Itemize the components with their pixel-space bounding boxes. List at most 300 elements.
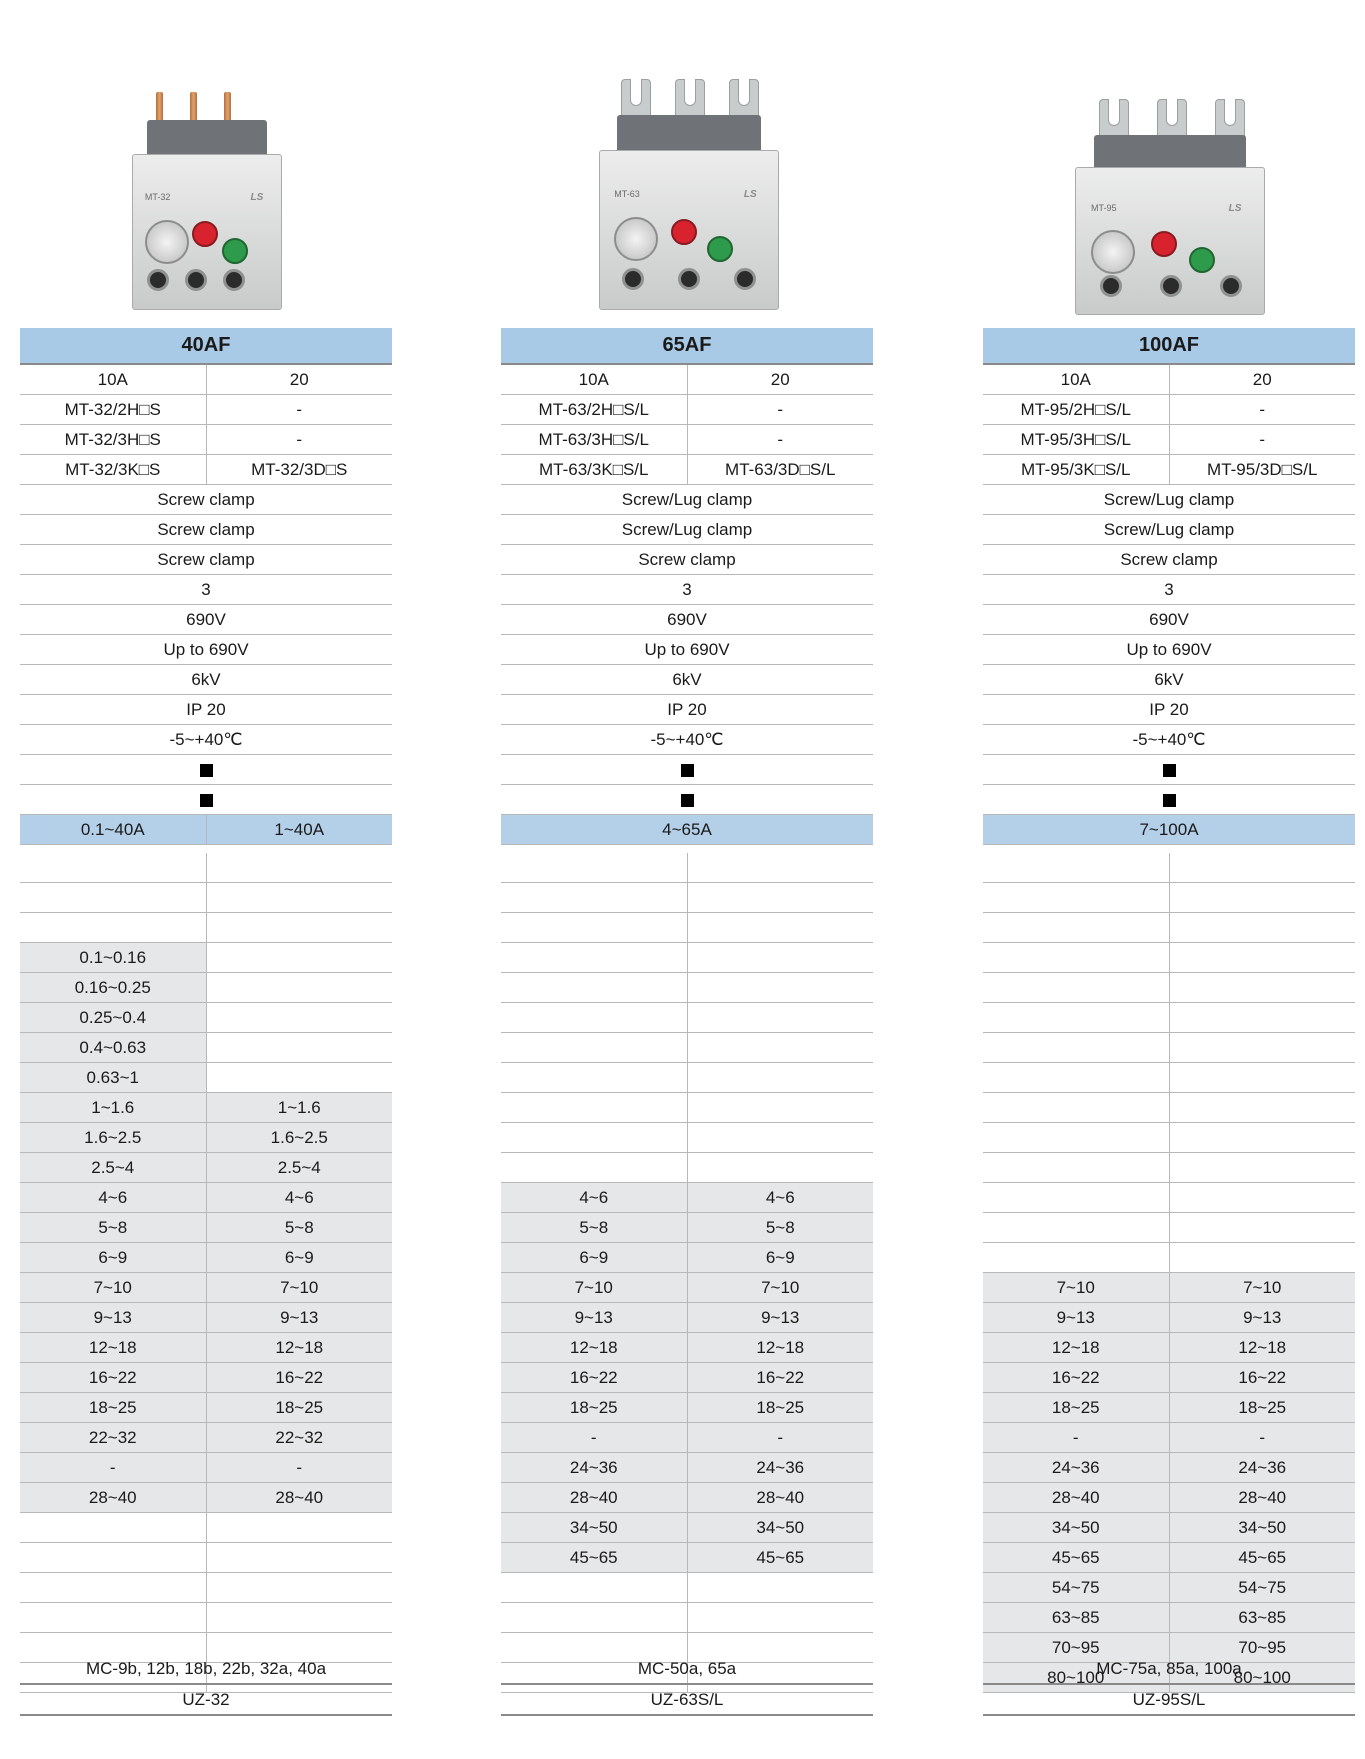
setting-row xyxy=(983,1063,1355,1093)
setting-cell: 22~32 xyxy=(20,1423,206,1453)
model-marking: MT-95 xyxy=(1091,203,1117,214)
setting-cell: 7~10 xyxy=(1169,1273,1355,1303)
setting-cell xyxy=(687,1153,873,1183)
contactor-combination: MC-9b, 12b, 18b, 22b, 32a, 40a xyxy=(20,1654,392,1684)
setting-row xyxy=(983,913,1355,943)
setting-cell xyxy=(20,1573,206,1603)
model-cell: MT-63/2H□S/L xyxy=(501,395,687,425)
spec-cell: -5~+40℃ xyxy=(501,725,873,755)
setting-cell: 7~10 xyxy=(983,1273,1169,1303)
setting-row xyxy=(20,1333,392,1363)
spec-cell: Up to 690V xyxy=(983,635,1355,665)
feature-mark-icon xyxy=(20,785,392,815)
setting-row xyxy=(501,1243,873,1273)
setting-row xyxy=(20,1543,392,1573)
setting-cell xyxy=(501,1063,687,1093)
setting-cell: 1.6~2.5 xyxy=(20,1123,206,1153)
setting-cell: 24~36 xyxy=(687,1453,873,1483)
setting-cell: 54~75 xyxy=(1169,1573,1355,1603)
setting-cell xyxy=(20,913,206,943)
setting-row xyxy=(20,1033,392,1063)
setting-cell: 7~10 xyxy=(206,1273,392,1303)
model-row xyxy=(501,395,873,425)
spec-table xyxy=(501,365,873,845)
setting-cell xyxy=(501,943,687,973)
setting-cell: 16~22 xyxy=(501,1363,687,1393)
model-cell: MT-95/3K□S/L xyxy=(983,455,1169,485)
setting-cell xyxy=(206,1573,392,1603)
setting-cell: 1.6~2.5 xyxy=(206,1123,392,1153)
product-column-65af xyxy=(501,0,873,1759)
setting-cell xyxy=(206,1543,392,1573)
setting-cell: 18~25 xyxy=(983,1393,1169,1423)
setting-cell: 24~36 xyxy=(983,1453,1169,1483)
model-cell: MT-63/3D□S/L xyxy=(687,455,873,485)
setting-cell: 0.4~0.63 xyxy=(20,1033,206,1063)
stop-button-icon xyxy=(1151,231,1177,257)
setting-cell xyxy=(206,1063,392,1093)
footer-table xyxy=(501,1654,873,1716)
setting-cell xyxy=(206,973,392,1003)
setting-row xyxy=(983,1183,1355,1213)
setting-cell: 16~22 xyxy=(206,1363,392,1393)
setting-row xyxy=(501,1003,873,1033)
setting-cell xyxy=(983,1213,1169,1243)
setting-cell xyxy=(1169,913,1355,943)
setting-cell xyxy=(983,883,1169,913)
current-dial-icon xyxy=(145,220,189,264)
spec-cell: 3 xyxy=(501,575,873,605)
spec-cell: IP 20 xyxy=(20,695,392,725)
setting-cell: 24~36 xyxy=(501,1453,687,1483)
setting-cell xyxy=(1169,1063,1355,1093)
setting-cell xyxy=(1169,1183,1355,1213)
setting-cell: 70~95 xyxy=(1169,1633,1355,1663)
stop-button-icon xyxy=(192,221,218,247)
setting-cell xyxy=(983,1033,1169,1063)
setting-row xyxy=(501,1573,873,1603)
footer-table xyxy=(983,1654,1355,1716)
setting-row xyxy=(20,973,392,1003)
setting-row xyxy=(983,1303,1355,1333)
product-column-40af xyxy=(20,0,392,1759)
model-cell: MT-32/3D□S xyxy=(206,455,392,485)
separate-mounting-unit: UZ-63S/L xyxy=(501,1684,873,1715)
setting-row xyxy=(20,1303,392,1333)
setting-cell xyxy=(983,943,1169,973)
model-cell: MT-32/2H□S xyxy=(20,395,206,425)
setting-cell: 28~40 xyxy=(206,1483,392,1513)
setting-cell: 9~13 xyxy=(687,1303,873,1333)
setting-row xyxy=(20,943,392,973)
setting-row xyxy=(983,1363,1355,1393)
model-cell: - xyxy=(206,425,392,455)
model-cell: MT-63/3H□S/L xyxy=(501,425,687,455)
model-row xyxy=(20,395,392,425)
setting-cell: 28~40 xyxy=(20,1483,206,1513)
setting-cell: 16~22 xyxy=(687,1363,873,1393)
setting-row xyxy=(501,973,873,1003)
spec-cell: Screw clamp xyxy=(20,545,392,575)
setting-cell xyxy=(687,1123,873,1153)
range-cell: 4~65A xyxy=(501,815,873,845)
setting-row xyxy=(501,1513,873,1543)
setting-cell: 9~13 xyxy=(20,1303,206,1333)
setting-cell xyxy=(1169,1153,1355,1183)
setting-row xyxy=(20,1003,392,1033)
spec-table xyxy=(983,365,1355,845)
setting-cell xyxy=(1169,883,1355,913)
setting-row xyxy=(501,1543,873,1573)
spec-cell: Screw clamp xyxy=(20,485,392,515)
feature-mark-icon xyxy=(501,785,873,815)
setting-row xyxy=(20,1573,392,1603)
setting-cell: 12~18 xyxy=(983,1333,1169,1363)
setting-cell xyxy=(206,1513,392,1543)
setting-cell: 18~25 xyxy=(206,1393,392,1423)
model-cell: - xyxy=(1169,395,1355,425)
feature-mark-icon xyxy=(20,755,392,785)
setting-cell xyxy=(501,1573,687,1603)
class-header-row xyxy=(983,365,1355,395)
setting-cell: 5~8 xyxy=(20,1213,206,1243)
spec-cell: Screw/Lug clamp xyxy=(501,485,873,515)
setting-cell: 4~6 xyxy=(206,1183,392,1213)
setting-cell xyxy=(983,1153,1169,1183)
setting-row xyxy=(501,913,873,943)
setting-cell xyxy=(687,1003,873,1033)
setting-row xyxy=(20,1063,392,1093)
setting-cell xyxy=(983,973,1169,1003)
setting-cell: - xyxy=(501,1423,687,1453)
setting-cell: 6~9 xyxy=(20,1243,206,1273)
spec-cell: Screw/Lug clamp xyxy=(983,515,1355,545)
setting-row xyxy=(983,1453,1355,1483)
setting-cell xyxy=(983,1063,1169,1093)
setting-row xyxy=(20,1153,392,1183)
model-row xyxy=(20,455,392,485)
model-cell: MT-95/3H□S/L xyxy=(983,425,1169,455)
spec-cell: Screw clamp xyxy=(501,545,873,575)
setting-cell xyxy=(983,1243,1169,1273)
setting-row xyxy=(983,1573,1355,1603)
setting-cell: 16~22 xyxy=(1169,1363,1355,1393)
model-marking: MT-63 xyxy=(614,188,640,199)
setting-row xyxy=(983,1333,1355,1363)
setting-cell: 7~10 xyxy=(687,1273,873,1303)
setting-cell: 63~85 xyxy=(983,1603,1169,1633)
spec-cell: Up to 690V xyxy=(20,635,392,665)
setting-row xyxy=(20,1513,392,1543)
model-row xyxy=(983,455,1355,485)
spec-cell: Screw clamp xyxy=(983,545,1355,575)
range-row xyxy=(20,815,392,845)
spec-cell: Up to 690V xyxy=(501,635,873,665)
setting-cell xyxy=(687,913,873,943)
setting-cell: 28~40 xyxy=(501,1483,687,1513)
setting-grid xyxy=(983,853,1355,1693)
setting-row xyxy=(501,1483,873,1513)
setting-cell xyxy=(501,973,687,1003)
frame-title: 100AF xyxy=(983,328,1355,365)
model-cell: MT-32/3H□S xyxy=(20,425,206,455)
setting-cell xyxy=(206,883,392,913)
setting-cell: 7~10 xyxy=(20,1273,206,1303)
product-image-mt95 xyxy=(983,60,1355,315)
setting-row xyxy=(983,1513,1355,1543)
setting-row xyxy=(501,1303,873,1333)
setting-grid xyxy=(501,853,873,1693)
class-cell: 20 xyxy=(1169,365,1355,395)
spec-cell: 6kV xyxy=(983,665,1355,695)
brand-logo: LS xyxy=(250,192,264,204)
setting-cell: 5~8 xyxy=(501,1213,687,1243)
setting-cell xyxy=(501,1123,687,1153)
setting-cell: 34~50 xyxy=(983,1513,1169,1543)
setting-row xyxy=(501,853,873,883)
range-row xyxy=(983,815,1355,845)
setting-cell xyxy=(206,853,392,883)
contactor-combination: MC-50a, 65a xyxy=(501,1654,873,1684)
setting-cell xyxy=(501,1003,687,1033)
setting-cell: 28~40 xyxy=(1169,1483,1355,1513)
setting-cell xyxy=(687,1033,873,1063)
setting-row xyxy=(983,1213,1355,1243)
setting-row xyxy=(20,913,392,943)
setting-row xyxy=(501,1423,873,1453)
setting-cell: 12~18 xyxy=(1169,1333,1355,1363)
setting-cell xyxy=(687,1603,873,1633)
setting-cell xyxy=(20,883,206,913)
model-cell: - xyxy=(1169,425,1355,455)
setting-row xyxy=(501,1123,873,1153)
setting-row xyxy=(20,883,392,913)
setting-row xyxy=(983,973,1355,1003)
setting-cell xyxy=(20,853,206,883)
setting-cell: 4~6 xyxy=(501,1183,687,1213)
setting-row xyxy=(501,1183,873,1213)
setting-cell xyxy=(1169,1213,1355,1243)
setting-cell: 24~36 xyxy=(1169,1453,1355,1483)
setting-cell: 18~25 xyxy=(501,1393,687,1423)
spec-cell: 690V xyxy=(501,605,873,635)
setting-row xyxy=(20,1213,392,1243)
range-cell: 1~40A xyxy=(206,815,392,845)
setting-cell: 12~18 xyxy=(501,1333,687,1363)
model-cell: - xyxy=(687,395,873,425)
spec-cell: 6kV xyxy=(20,665,392,695)
setting-cell: 0.16~0.25 xyxy=(20,973,206,1003)
setting-cell xyxy=(1169,943,1355,973)
setting-cell xyxy=(687,1573,873,1603)
setting-row xyxy=(20,1123,392,1153)
setting-cell xyxy=(20,1603,206,1633)
setting-cell xyxy=(206,1033,392,1063)
setting-row xyxy=(983,1393,1355,1423)
setting-cell: 12~18 xyxy=(206,1333,392,1363)
spec-cell: 3 xyxy=(983,575,1355,605)
setting-row xyxy=(20,1363,392,1393)
setting-cell: 45~65 xyxy=(983,1543,1169,1573)
setting-cell xyxy=(1169,853,1355,883)
setting-cell: - xyxy=(687,1423,873,1453)
setting-cell: 9~13 xyxy=(1169,1303,1355,1333)
setting-cell: 45~65 xyxy=(687,1543,873,1573)
setting-cell xyxy=(687,883,873,913)
class-header-row xyxy=(501,365,873,395)
model-row xyxy=(983,425,1355,455)
setting-row xyxy=(501,1273,873,1303)
class-cell: 20 xyxy=(687,365,873,395)
setting-cell xyxy=(983,1123,1169,1153)
footer-table xyxy=(20,1654,392,1716)
reset-button-icon xyxy=(707,236,733,262)
spec-cell: 3 xyxy=(20,575,392,605)
reset-button-icon xyxy=(222,238,248,264)
setting-row xyxy=(501,1063,873,1093)
setting-cell: 2.5~4 xyxy=(206,1153,392,1183)
frame-title: 65AF xyxy=(501,328,873,365)
frame-title: 40AF xyxy=(20,328,392,365)
setting-cell xyxy=(1169,1003,1355,1033)
setting-cell: 9~13 xyxy=(501,1303,687,1333)
setting-row xyxy=(20,853,392,883)
setting-row xyxy=(20,1273,392,1303)
stop-button-icon xyxy=(671,219,697,245)
setting-cell: 63~85 xyxy=(1169,1603,1355,1633)
setting-cell: 22~32 xyxy=(206,1423,392,1453)
spec-cell: Screw/Lug clamp xyxy=(983,485,1355,515)
setting-cell xyxy=(206,1603,392,1633)
setting-cell: - xyxy=(1169,1423,1355,1453)
setting-row xyxy=(20,1393,392,1423)
model-row xyxy=(501,425,873,455)
setting-cell xyxy=(687,853,873,883)
setting-row xyxy=(501,1363,873,1393)
setting-cell: 34~50 xyxy=(687,1513,873,1543)
reset-button-icon xyxy=(1189,247,1215,273)
range-cell: 0.1~40A xyxy=(20,815,206,845)
setting-cell xyxy=(687,1063,873,1093)
setting-row xyxy=(983,853,1355,883)
setting-cell: 4~6 xyxy=(687,1183,873,1213)
model-cell: - xyxy=(687,425,873,455)
setting-row xyxy=(501,1153,873,1183)
setting-cell: 34~50 xyxy=(501,1513,687,1543)
separate-mounting-unit: UZ-32 xyxy=(20,1684,392,1715)
setting-cell: 34~50 xyxy=(1169,1513,1355,1543)
setting-row xyxy=(983,1033,1355,1063)
setting-cell xyxy=(20,1513,206,1543)
feature-mark-icon xyxy=(983,755,1355,785)
contactor-combination: MC-75a, 85a, 100a xyxy=(983,1654,1355,1684)
spec-cell: IP 20 xyxy=(983,695,1355,725)
setting-cell xyxy=(1169,1123,1355,1153)
setting-row xyxy=(20,1603,392,1633)
setting-cell xyxy=(206,913,392,943)
setting-row xyxy=(983,1153,1355,1183)
spec-cell: 690V xyxy=(20,605,392,635)
setting-cell xyxy=(501,853,687,883)
setting-cell xyxy=(1169,1243,1355,1273)
setting-cell xyxy=(687,973,873,1003)
spec-cell: IP 20 xyxy=(501,695,873,725)
setting-cell xyxy=(20,1543,206,1573)
setting-row xyxy=(983,1543,1355,1573)
setting-cell xyxy=(501,1153,687,1183)
setting-row xyxy=(20,1243,392,1273)
model-cell: MT-95/3D□S/L xyxy=(1169,455,1355,485)
range-row xyxy=(501,815,873,845)
class-cell: 10A xyxy=(501,365,687,395)
setting-cell: 6~9 xyxy=(687,1243,873,1273)
setting-cell: 80~100 xyxy=(983,1663,1169,1693)
setting-cell xyxy=(501,913,687,943)
setting-cell: 5~8 xyxy=(687,1213,873,1243)
setting-row xyxy=(501,1333,873,1363)
spec-cell: 6kV xyxy=(501,665,873,695)
spec-cell: -5~+40℃ xyxy=(983,725,1355,755)
setting-row xyxy=(20,1183,392,1213)
setting-cell xyxy=(206,943,392,973)
setting-cell: 54~75 xyxy=(983,1573,1169,1603)
setting-row xyxy=(983,1423,1355,1453)
product-image-mt32 xyxy=(20,60,392,315)
setting-row xyxy=(20,1483,392,1513)
setting-cell: 1~1.6 xyxy=(206,1093,392,1123)
model-cell: - xyxy=(206,395,392,425)
setting-cell: 80~100 xyxy=(1169,1663,1355,1693)
setting-row xyxy=(501,1033,873,1063)
setting-cell: 0.1~0.16 xyxy=(20,943,206,973)
separate-mounting-unit: UZ-95S/L xyxy=(983,1684,1355,1715)
setting-cell: 5~8 xyxy=(206,1213,392,1243)
setting-row xyxy=(983,1093,1355,1123)
spec-table xyxy=(20,365,392,845)
setting-cell: - xyxy=(983,1423,1169,1453)
setting-cell: - xyxy=(206,1453,392,1483)
spec-cell: Screw clamp xyxy=(20,515,392,545)
class-cell: 20 xyxy=(206,365,392,395)
setting-cell xyxy=(983,853,1169,883)
setting-cell: 9~13 xyxy=(206,1303,392,1333)
setting-row xyxy=(501,883,873,913)
setting-cell xyxy=(983,1003,1169,1033)
brand-logo: LS xyxy=(743,188,757,200)
setting-row xyxy=(501,943,873,973)
setting-row xyxy=(20,1093,392,1123)
setting-cell xyxy=(1169,1033,1355,1063)
setting-cell: 45~65 xyxy=(1169,1543,1355,1573)
setting-cell: 18~25 xyxy=(20,1393,206,1423)
setting-cell: 4~6 xyxy=(20,1183,206,1213)
setting-cell: 16~22 xyxy=(983,1363,1169,1393)
setting-cell: - xyxy=(20,1453,206,1483)
setting-cell: 16~22 xyxy=(20,1363,206,1393)
current-dial-icon xyxy=(614,217,658,261)
setting-cell xyxy=(501,1603,687,1633)
setting-cell: 0.25~0.4 xyxy=(20,1003,206,1033)
model-row xyxy=(501,455,873,485)
setting-cell: 28~40 xyxy=(687,1483,873,1513)
spec-cell: Screw/Lug clamp xyxy=(501,515,873,545)
setting-cell xyxy=(983,1093,1169,1123)
setting-cell: 2.5~4 xyxy=(20,1153,206,1183)
class-cell: 10A xyxy=(20,365,206,395)
setting-row xyxy=(501,1603,873,1633)
setting-row xyxy=(983,1483,1355,1513)
spec-cell: 690V xyxy=(983,605,1355,635)
